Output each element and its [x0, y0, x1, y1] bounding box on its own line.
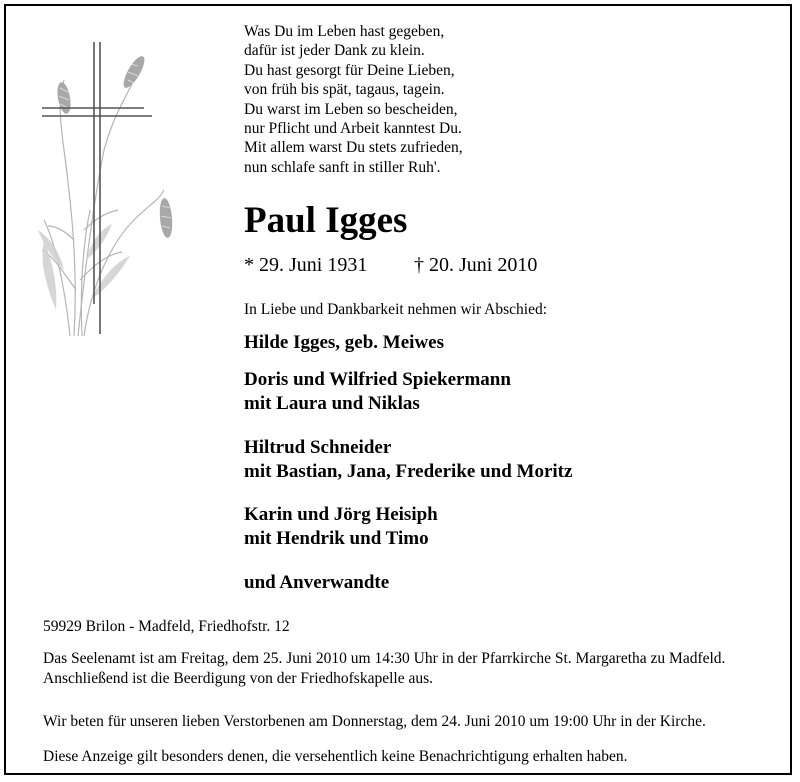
burial-notice: Anschließend ist die Beerdigung von der Friedhofskapelle aus.	[43, 669, 433, 687]
poem-line: nur Pflicht und Arbeit kanntest Du.	[244, 120, 462, 138]
poem-line: Mit allem warst Du stets zufrieden,	[244, 139, 463, 157]
cross-with-wheat-icon	[34, 40, 184, 336]
mourner-group	[244, 571, 389, 595]
farewell-intro: In Liebe und Dankbarkeit nehmen wir Abschied:	[244, 301, 548, 318]
death-date: † 20. Juni 2010	[414, 254, 538, 276]
mourner-line: Hilde Igges, geb. Meiwes	[244, 332, 445, 353]
mourner-line: Karin und Jörg Heisiph	[244, 504, 438, 525]
poem-line: Was Du im Leben hast gegeben,	[244, 23, 445, 40]
mourner-group	[244, 331, 444, 355]
mourner-line: Doris und Wilfried Spiekermann	[244, 369, 511, 390]
mourner-line: mit Bastian, Jana, Frederike und Moritz	[244, 460, 573, 482]
deceased-name: Paul Igges	[244, 200, 408, 241]
poem-line: von früh bis spät, tagaus, tagein.	[244, 81, 445, 99]
mourner-line: mit Hendrik und Timo	[244, 527, 429, 549]
poem-line: Du warst im Leben so bescheiden,	[244, 100, 458, 118]
birth-date: * 29. Juni 1931	[244, 254, 368, 276]
address: 59929 Brilon - Madfeld, Friedhofstr. 12	[43, 618, 290, 635]
mourner-group	[244, 368, 511, 415]
requiem-notice: Das Seelenamt ist am Freitag, dem 25. Juni 2010 um 14:30 Uhr in der Pfarrkirche St. Margaretha zu Madfeld.	[43, 650, 726, 667]
mourner-line: Hiltrud Schneider	[244, 437, 392, 458]
poem-line: nun schlafe sanft in stiller Ruh'.	[244, 158, 441, 176]
mourner-group	[244, 503, 438, 550]
mourner-group	[244, 436, 572, 483]
mourner-line: mit Laura und Niklas	[244, 392, 420, 414]
notice-block	[43, 649, 761, 688]
prayer-notice: Wir beten für unseren lieben Verstorbenen am Donnerstag, dem 24. Juni 2010 um 19:00 Uhr in der Kirche.	[43, 713, 706, 730]
obituary-card	[4, 4, 792, 775]
poem	[244, 22, 463, 177]
poem-line: dafür ist jeder Dank zu klein.	[244, 42, 425, 60]
mourner-line: und Anverwandte	[244, 572, 390, 593]
poem-line: Du hast gesorgt für Deine Lieben,	[244, 61, 455, 79]
dedication-notice: Diese Anzeige gilt besonders denen, die versehentlich keine Benachrichtigung erhalten haben.	[43, 748, 628, 765]
